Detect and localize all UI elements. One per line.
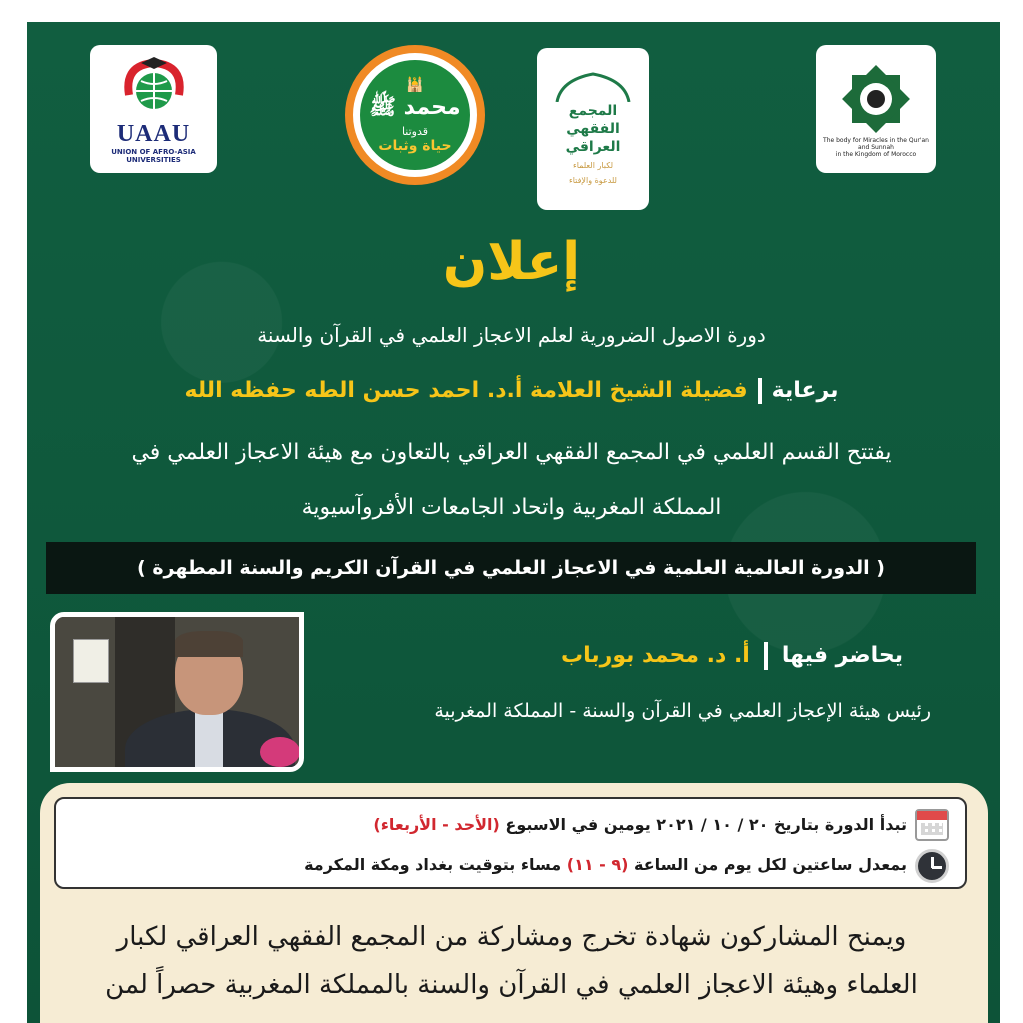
lecturer-line (561, 642, 903, 670)
star-emblem-icon (838, 61, 914, 137)
patronage-label: برعاية (771, 378, 839, 403)
lecturer-name: أ. د. محمد بورباب (561, 643, 750, 668)
course-line: دورة الاصول الضرورية لعلم الاعجاز العلمي في القرآن والسنة (257, 323, 766, 347)
fiqh-academy-logo (537, 48, 649, 210)
uaau-abbr: UAAU (116, 120, 191, 147)
book-cover (73, 639, 109, 683)
schedule-rate-text: بمعدل ساعتين لكل يوم من الساعة (628, 855, 907, 874)
ijaz-name-1: The body for Miracles in the Qur'an and Sunnah (823, 136, 929, 151)
fiqh-sub-1: لكبار العلماء (572, 161, 614, 170)
fiqh-title-3: العراقي (565, 139, 621, 155)
grant-line-2: العلماء وهيئة الاعجاز العلمي في القرآن والسنة بالمملكة المغربية حصراً لمن (105, 970, 918, 1000)
lecturer-label: يحاضر فيها (781, 643, 903, 668)
schedule-start-text: تبدأ الدورة بتاريخ ٢٠ / ١٠ / ٢٠٢١ يومين في الاسبوع (499, 815, 907, 834)
opening-line-2: المملكة المغربية واتحاد الجامعات الأفروآسيوية (301, 495, 722, 520)
schedule-rate-tail: مساء بتوقيت بغداد ومكة المكرمة (304, 855, 567, 874)
patronage-divider (758, 378, 762, 404)
uaau-name-1: UNION OF AFRO-ASIA (111, 147, 196, 156)
lecturer-role: رئيس هيئة الإعجاز العلمي في القرآن والسنة - المملكة المغربية (434, 700, 931, 722)
schedule-start (373, 815, 907, 834)
qudwa-life: حياة وثبات (378, 137, 452, 154)
fiqh-title-1: المجمع (568, 103, 618, 119)
qudwatuna-inner (360, 60, 470, 170)
lecturer-divider (764, 642, 768, 670)
qudwatuna-logo (345, 45, 485, 185)
globe-icon (119, 55, 189, 117)
opening-line-1: يفتتح القسم العلمي في المجمع الفقهي العراقي بالتعاون مع هيئة الاعجاز العلمي في (131, 440, 892, 465)
uaau-logo (90, 45, 217, 173)
calendar-icon (915, 809, 949, 841)
lecturer-photo (50, 612, 304, 772)
patronage-line (40, 378, 983, 404)
flower-decoration (260, 737, 300, 767)
mosque-icon: 🕌 (406, 76, 424, 93)
schedule-hours-range: (٩ - ١١) (566, 855, 629, 874)
announcement-title: إعلان (442, 232, 581, 292)
clock-icon (915, 849, 949, 883)
dome-icon (553, 72, 633, 102)
fiqh-sub-2: للدعوة والإفتاء (568, 176, 617, 185)
schedule-box (54, 797, 967, 889)
qudwa-line: قدوتنا (401, 124, 429, 138)
uaau-name-2: UNIVERSITIES (126, 155, 181, 164)
grant-line-1: ويمنح المشاركون شهادة تخرج ومشاركة من المجمع الفقهي العراقي لكبار (116, 922, 907, 952)
qudwa-name: محمد ﷺ (369, 94, 461, 120)
patron-name: فضيلة الشيخ العلامة أ.د. احمد حسن الطه حفظه الله (184, 378, 748, 403)
fiqh-title-2: الفقهي (566, 121, 620, 137)
ijaz-name-2: in the Kingdom of Morocco (835, 150, 917, 158)
schedule-days: (الأحد - الأربعاء) (373, 815, 500, 834)
ijaz-body-logo (816, 45, 936, 173)
course-banner: ( الدورة العالمية العلمية في الاعجاز العلمي في القرآن الكريم والسنة المطهرة ) (46, 542, 976, 594)
schedule-hours (304, 855, 907, 874)
